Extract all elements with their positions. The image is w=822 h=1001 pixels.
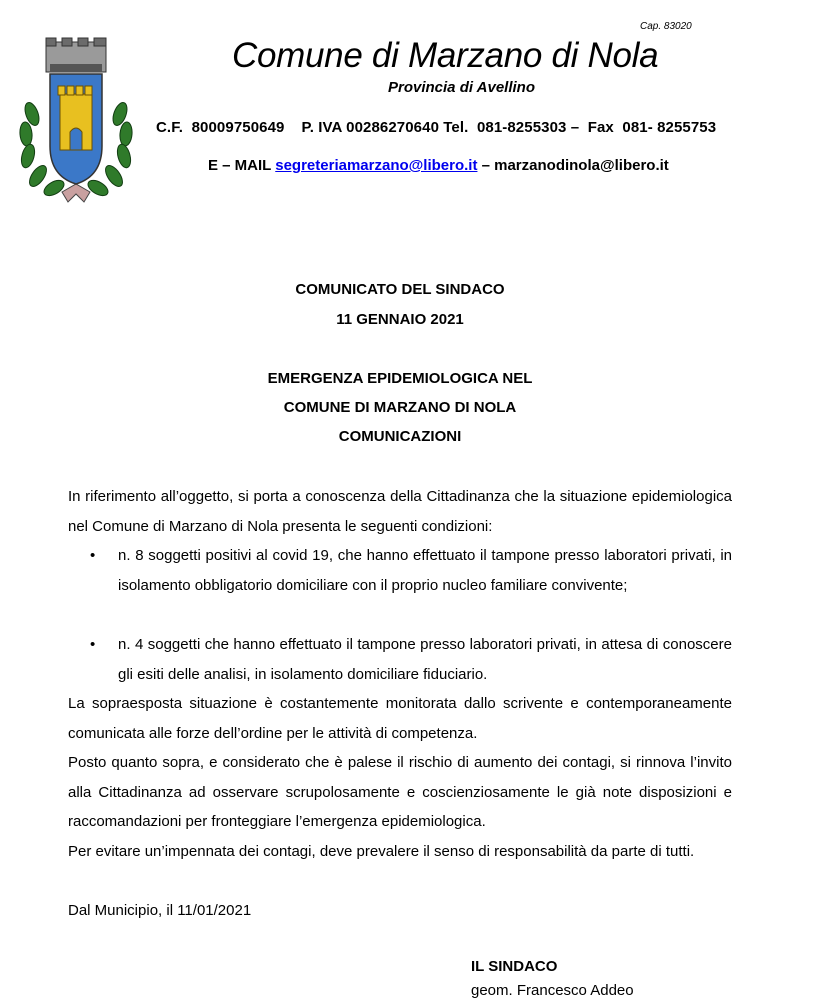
notice-heading: COMUNICATO DEL SINDACO bbox=[295, 281, 505, 298]
email-link[interactable]: segreteriamarzano@libero.it bbox=[275, 157, 478, 174]
signature-title: IL SINDACO bbox=[471, 958, 558, 975]
invitation-paragraph: Posto quanto sopra, e considerato che è palese il rischio di aumento dei contagi, si rinnova l’invito alla Cittadinanza ad osservare scrupolosamente e coscienziosamente le già note disposizioni e raccomandazioni per fronteggiare l’emergenza epidemiologica. bbox=[68, 754, 732, 830]
bullet-item bbox=[90, 630, 732, 689]
subject-line-2: COMUNE DI MARZANO DI NOLA bbox=[283, 399, 517, 416]
subject-line-3: COMUNICAZIONI bbox=[338, 428, 462, 445]
bullet-symbol: • bbox=[90, 636, 96, 653]
signature-name: geom. Francesco Addeo bbox=[471, 982, 634, 999]
email-line bbox=[208, 157, 669, 174]
postal-code: Cap. 83020 bbox=[640, 21, 692, 32]
place-date: Dal Municipio, il 11/01/2021 bbox=[68, 902, 252, 919]
notice-date: 11 GENNAIO 2021 bbox=[336, 311, 464, 328]
bullet-item bbox=[90, 541, 732, 600]
email-prefix: E – MAIL bbox=[208, 157, 276, 174]
subject-line-1: EMERGENZA EPIDEMIOLOGICA NEL bbox=[267, 370, 533, 387]
responsibility-paragraph: Per evitare un’impennata dei contagi, deve prevalere il senso di responsabilità da parte di tutti. bbox=[68, 843, 695, 860]
intro-paragraph: In riferimento all’oggetto, si porta a conoscenza della Cittadinanza che la situazione epidemiologica nel Comune di Marzano di Nola presenta le seguenti condizioni: bbox=[68, 488, 732, 535]
email-suffix: – marzanodinola@libero.it bbox=[477, 157, 669, 174]
coat-of-arms-icon bbox=[14, 36, 138, 204]
bullet-text: n. 8 soggetti positivi al covid 19, che hanno effettuato il tampone presso laboratori privati, in isolamento obbligatorio domiciliare con il proprio nucleo familiare convivente; bbox=[118, 547, 732, 594]
province-name: Provincia di Avellino bbox=[388, 79, 535, 96]
bullet-symbol: • bbox=[90, 547, 96, 564]
municipality-name: Comune di Marzano di Nola bbox=[232, 36, 659, 75]
fiscal-contact-line: C.F. 80009750649 P. IVA 00286270640 Tel. 081-8255303 – Fax 081- 8255753 bbox=[156, 119, 717, 136]
bullet-text: n. 4 soggetti che hanno effettuato il tampone presso laboratori privati, in attesa di conoscere gli esiti delle analisi, in isolamento domiciliare fiduciario. bbox=[118, 636, 732, 683]
monitoring-paragraph: La sopraesposta situazione è costantemente monitorata dallo scrivente e contemporaneamente comunicata alle forze dell’ordine per le attività di competenza. bbox=[68, 695, 732, 742]
